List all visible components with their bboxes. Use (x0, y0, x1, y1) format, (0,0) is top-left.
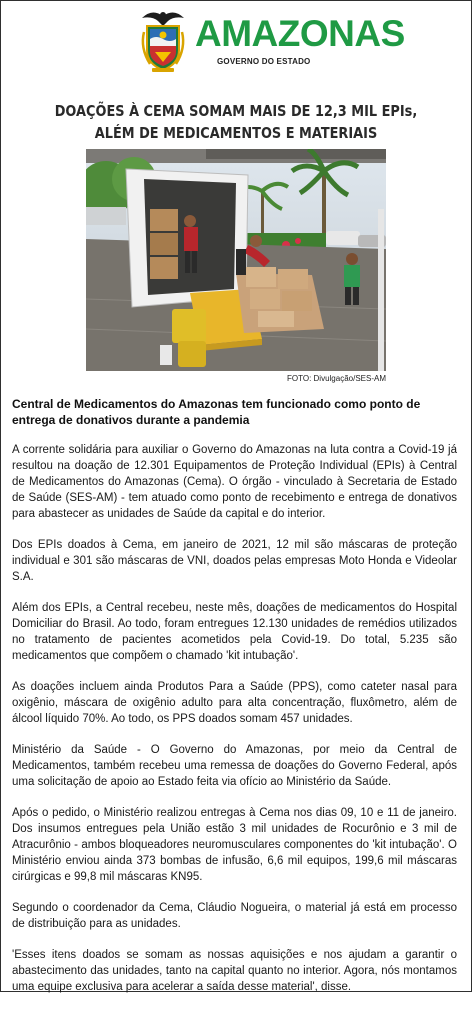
paragraph: Segundo o coordenador da Cema, Cláudio Nogueira, o material já está em processo de distribuição para as unidades. (12, 902, 457, 930)
paragraph: Ministério da Saúde - O Governo do Amazonas, por meio da Central de Medicamentos, também recebeu uma remessa de doações do Governo Federal, após uma solicitação de apoio ao Estado feita via ofício ao Ministério da Saúde. (12, 744, 457, 788)
header (0, 0, 472, 84)
paragraph: Dos EPIs doados à Cema, em janeiro de 2021, 12 mil são máscaras de proteção individual e 301 são máscaras de VNI, doados pelas empresas Moto Honda e Videolar S.A. (12, 539, 457, 583)
article-title: DOAÇÕES À CEMA SOMAM MAIS DE 12,3 MIL EPIs, ALÉM DE MEDICAMENTOS E MATERIAIS (54, 102, 418, 142)
article-photo (86, 149, 386, 371)
photo-credit: FOTO: Divulgação/SES-AM (287, 374, 386, 383)
paragraph: 'Esses itens doados se somam as nossas aquisições e nos ajudam a garantir o abastecimento das unidades, tanto na capital quanto no interior. Agora, nós montamos uma equipe exclusiva para acelerar a saída desse material', disse. (12, 949, 457, 993)
article-body (12, 442, 457, 1010)
brand-name: AMAZONAS (195, 13, 405, 54)
paragraph: Além dos EPIs, a Central recebeu, neste mês, doações de medicamentos do Hospital Domiciliar do Brasil. Ao todo, foram entregues 12.130 unidades de remédios utilizados no tratamento de pacientes acometidos pela Covid-19. Do total, 5.235 são medicamentos que compõem o chamado 'kit intubação'. (12, 602, 457, 662)
warehouse-delivery-photo (86, 149, 386, 371)
paragraph: A corrente solidária para auxiliar o Governo do Amazonas na luta contra a Covid-19 já resultou na doação de 12.301 Equipamentos de Proteção Individual (EPIs) à Central de Medicamentos do Amazonas (Cema). O órgão - vinculado à Secretaria de Estado de Saúde (SES-AM) - tem atuado como ponto de recebimento e entrega de donativos para abastecer as unidades de Saúde da capital e do interior. (12, 444, 457, 520)
paragraph: Após o pedido, o Ministério realizou entregas à Cema nos dias 09, 10 e 11 de janeiro. Dos insumos entregues pela União estão 3 mil unidades de Rocurônio e 3 mil de Atracurônio - ambos bloqueadores neuromusculares componentes do 'kit intubação'. O Ministério enviou ainda 373 bombas de infusão, 6,6 mil equipos, 199,6 mil máscaras cirúrgicas e 99,8 mil máscaras KN95. (12, 807, 457, 883)
amazonas-coat-of-arms-icon (138, 6, 188, 74)
article-lead: Central de Medicamentos do Amazonas tem funcionado como ponto de entrega de donativos durante a pandemia (12, 397, 421, 427)
brand-subtitle: GOVERNO DO ESTADO (217, 57, 311, 66)
paragraph: As doações incluem ainda Produtos Para a Saúde (PPS), como cateter nasal para oxigênio, máscara de oxigênio adulto para alta concentração, fluxômetro, além de álcool líquido 70%. Ao todo, os PPS doados somam 457 unidades. (12, 681, 457, 725)
